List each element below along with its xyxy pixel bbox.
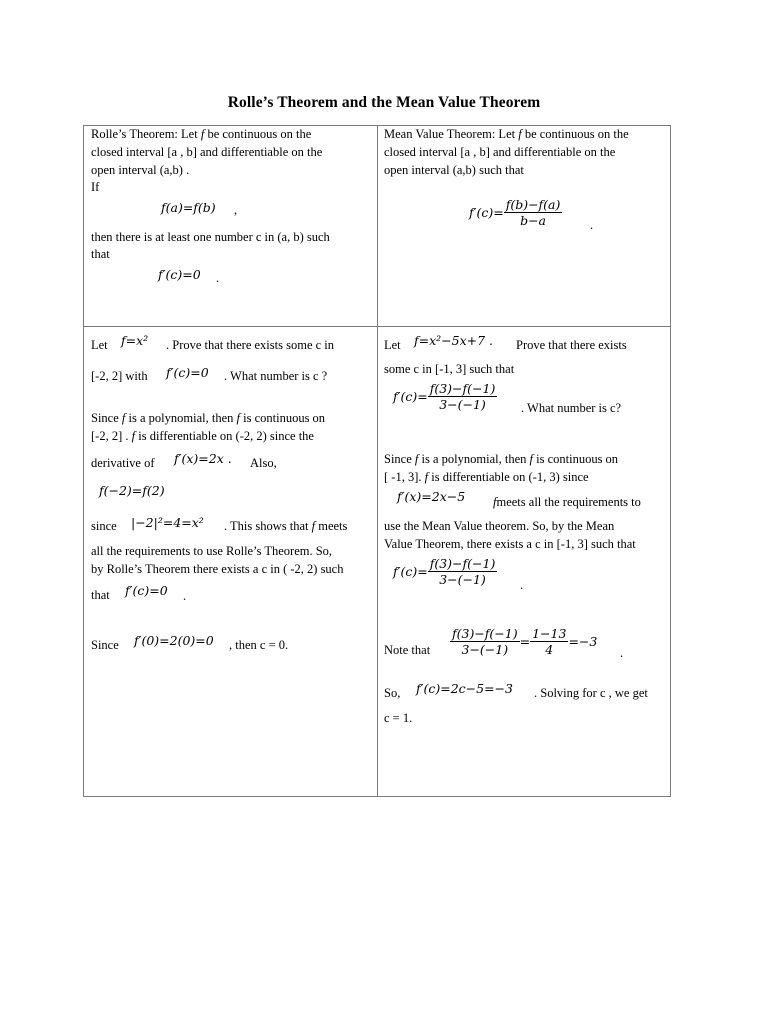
mvt-line-1: Mean Value Theorem: Let f be continuous on the bbox=[384, 127, 629, 141]
ex1-shows-text: . This shows that f meets bbox=[224, 519, 348, 533]
ex1-answer-formula: f′(0)=2(0)=0 bbox=[134, 633, 214, 648]
ex2-solve-formula: f′(c)=2c−5=−3 bbox=[416, 681, 513, 696]
mvt-line-2: closed interval [a , b] and differentiable on the bbox=[384, 145, 616, 159]
ex1-square-formula: |−2|²=4=x² bbox=[131, 515, 204, 530]
row-divider bbox=[84, 326, 670, 327]
ex1-conclusion-formula: f′(c)=0 bbox=[125, 583, 168, 598]
ex1-let: Let bbox=[91, 338, 108, 352]
ex2-note-dot: . bbox=[620, 646, 624, 660]
ex2-mvt-formula: f′(c)= $\frac{f(3)-f(-1)}{3-(-1)}$ bbox=[393, 381, 496, 412]
ex1-since-line: Since f is a polynomial, then f is continuous on bbox=[91, 411, 326, 425]
rolle-conclusion-dot: . bbox=[216, 271, 220, 285]
ex2-use-mvt: use the Mean Value theorem. So, by the Mean bbox=[384, 519, 615, 533]
ex2-let: Let bbox=[384, 338, 401, 352]
ex2-dot-2: . bbox=[520, 578, 524, 592]
ex1-derivative-formula: f′(x)=2x . bbox=[174, 451, 232, 466]
page-title: Rolle’s Theorem and the Mean Value Theorem bbox=[227, 94, 541, 111]
ex1-that: that bbox=[91, 588, 110, 602]
ex1-derivative-condition: f′(c)=0 bbox=[166, 365, 209, 380]
rolle-line-2: closed interval [a , b] and differentiable on the bbox=[91, 145, 323, 159]
ex2-so: So, bbox=[384, 686, 401, 700]
ex2-answer: c = 1. bbox=[384, 711, 413, 725]
ex1-question: . What number is c ? bbox=[224, 369, 328, 383]
ex2-note-formula: $\frac{f(3)-f(-1)}{3-(-1)}$ = $\frac{1-13}{4}$ =−3 bbox=[452, 626, 598, 657]
rolle-line-3: open interval (a,b) . bbox=[91, 163, 190, 177]
ex2-mvt-formula-2: f′(c)= $\frac{f(3)-f(-1)}{3-(-1)}$ bbox=[393, 556, 496, 587]
ex2-meets-text: fmeets all the requirements to bbox=[493, 495, 641, 509]
rolle-conclusion-formula: f′(c)=0 bbox=[158, 267, 201, 282]
ex2-since-line: Since f is a polynomial, then f is continuous on bbox=[384, 452, 619, 466]
ex1-derivative-text: derivative of bbox=[91, 456, 155, 470]
ex1-also: Also, bbox=[250, 456, 277, 470]
ex2-prove-text: Prove that there exists bbox=[516, 338, 627, 352]
mvt-formula-dot: . bbox=[590, 218, 594, 232]
ex1-answer-text: , then c = 0. bbox=[229, 638, 289, 652]
rolle-line-6: that bbox=[91, 247, 110, 261]
ex1-all-requirements: all the requirements to use Rolle’s Theorem. So, bbox=[91, 544, 333, 558]
column-divider bbox=[377, 126, 378, 796]
ex2-note-that: Note that bbox=[384, 643, 431, 657]
rolle-line-5: then there is at least one number c in (a, b) such bbox=[91, 230, 330, 244]
mvt-formula: f′(c)= $\frac{f(b)-f(a)}{b-a}$ bbox=[469, 197, 561, 228]
ex1-equal-values-formula: f(−2)=f(2) bbox=[99, 483, 165, 498]
ex1-interval-text: [-2, 2] with bbox=[91, 369, 148, 383]
ex2-differentiable-line: [ -1, 3]. f is differentiable on (-1, 3) since bbox=[384, 470, 589, 484]
ex2-exists: Value Theorem, there exists a c in [-1, 3] such that bbox=[384, 537, 636, 551]
ex1-prove-text: . Prove that there exists some c in bbox=[166, 338, 335, 352]
ex1-function-formula: f=x² bbox=[121, 333, 149, 348]
rolle-line-1: Rolle’s Theorem: Let f be continuous on the bbox=[91, 127, 312, 141]
mvt-line-3: open interval (a,b) such that bbox=[384, 163, 524, 177]
ex2-some-c: some c in [-1, 3] such that bbox=[384, 362, 515, 376]
rolle-line-4: If bbox=[91, 180, 100, 194]
ex2-derivative-formula: f′(x)=2x−5 bbox=[397, 489, 466, 504]
ex1-since2: since bbox=[91, 519, 117, 533]
ex2-question: . What number is c? bbox=[521, 401, 622, 415]
rolle-condition-formula: f(a)=f(b) bbox=[161, 200, 216, 215]
ex2-function-formula: f=x²−5x+7 . bbox=[414, 333, 494, 348]
rolle-condition-comma: , bbox=[234, 203, 238, 217]
ex1-since3: Since bbox=[91, 638, 119, 652]
ex2-solving-text: . Solving for c , we get bbox=[534, 686, 648, 700]
ex1-by-rolle: by Rolle’s Theorem there exists a c in ( -2, 2) such bbox=[91, 562, 344, 576]
ex1-conclusion-dot: . bbox=[183, 589, 187, 603]
ex1-differentiable-line: [-2, 2] . f is differentiable on (-2, 2) since the bbox=[91, 429, 314, 443]
